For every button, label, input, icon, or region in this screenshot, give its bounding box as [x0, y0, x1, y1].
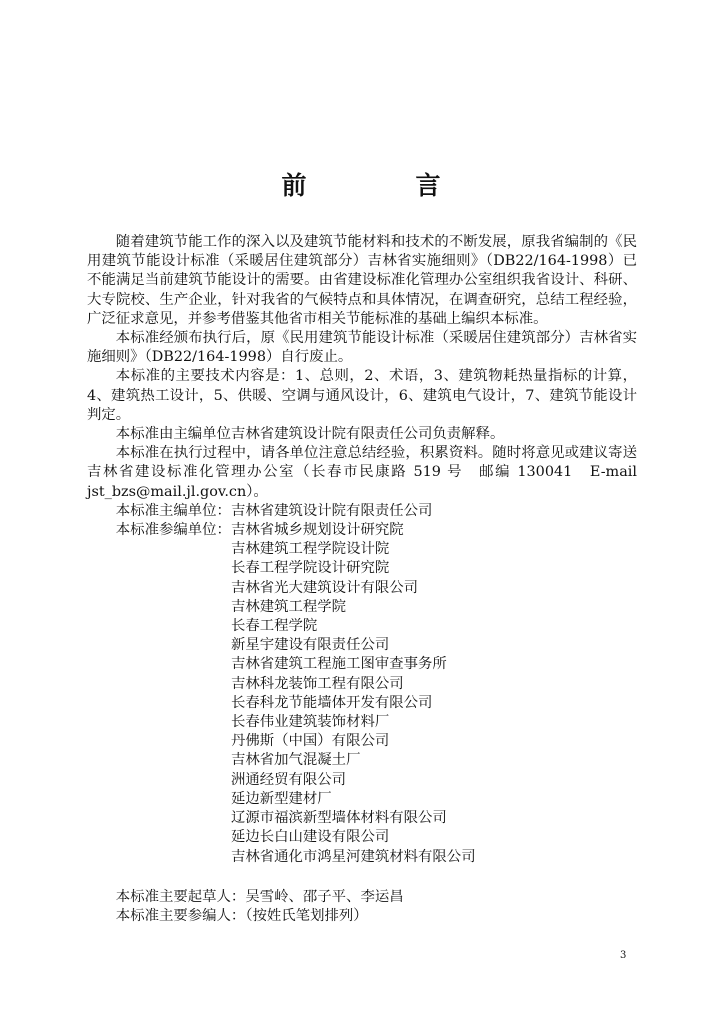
contributors-line: 本标准主要参编人：（按姓氏笔划排列）	[115, 907, 368, 924]
list-item: 延边新型建材厂	[230, 790, 332, 807]
section-gap	[87, 867, 637, 888]
list-item: 新星宇建设有限责任公司	[230, 637, 390, 654]
list-item: 辽源市福滨新型墙体材料有限公司	[230, 810, 447, 827]
list-item: 吉林建筑工程学院	[230, 598, 347, 615]
list-item: 吉林省加气混凝土厂	[230, 752, 361, 769]
list-item: 吉林省城乡规划设计研究院	[230, 522, 404, 539]
list-item: 吉林省建筑工程施工图审查事务所	[230, 656, 447, 673]
list-item: 吉林建筑工程学院设计院	[230, 541, 390, 558]
chief-editor-name: 吉林省建筑设计院有限责任公司	[230, 502, 433, 519]
drafters-line: 本标准主要起草人：吴雪岭、邵子平、李运昌	[115, 888, 404, 905]
list-item: 延边长白山建设有限公司	[230, 829, 390, 846]
participating-units-label: 本标准参编单位：	[115, 522, 231, 539]
participating-units-block	[87, 521, 637, 867]
list-item: 长春科龙节能墙体开发有限公司	[230, 694, 433, 711]
participating-units-list	[231, 521, 476, 867]
chief-editor-label: 本标准主编单位：	[115, 502, 231, 519]
list-item: 吉林省通化市鸿星河建筑材料有限公司	[230, 848, 476, 865]
paragraph: 本标准在执行过程中，请各单位注意总结经验，积累资料。随时将意见或建议寄送吉林省建设标准化管理办公室（长春市民康路 519 号 邮编 130041 E-mail jst_bzs@mail.jl.gov.cn）。	[87, 445, 637, 500]
list-item: 洲通经贸有限公司	[230, 771, 347, 788]
paragraph: 本标准经颁布执行后，原《民用建筑节能设计标准（采暖居住建筑部分）吉林省实施细则》（DB22/164-1998）自行废止。	[87, 330, 637, 366]
list-item: 长春工程学院	[230, 618, 318, 635]
page-title: 前 言	[281, 171, 483, 200]
paragraph: 本标准由主编单位吉林省建筑设计院有限责任公司负责解释。	[115, 426, 505, 443]
preface-body	[87, 233, 637, 926]
chief-editor-line	[87, 502, 637, 521]
page-number: 3	[620, 950, 627, 961]
list-item: 长春工程学院设计研究院	[230, 560, 390, 577]
list-item: 吉林省光大建筑设计有限公司	[230, 579, 419, 596]
list-item: 长春伟业建筑装饰材料厂	[230, 714, 390, 731]
paragraph: 本标准的主要技术内容是：1、总则，2、术语，3、建筑物耗热量指标的计算，4、建筑热工设计，5、供暖、空调与通风设计，6、建筑电气设计，7、建筑节能设计判定。	[87, 368, 637, 423]
paragraph: 随着建筑节能工作的深入以及建筑节能材料和技术的不断发展，原我省编制的《民用建筑节能设计标准（采暖居住建筑部分）吉林省实施细则》（DB22/164-1998）已不能满足当前建筑节能设计的需要。由省建设标准化管理办公室组织我省设计、科研、大专院校、生产企业，针对我省的气候特点和具体情况，在调查研究，总结工程经验，广泛征求意见，并参考借鉴其他省市相关节能标准的基础上编织本标准。	[87, 234, 637, 327]
list-item: 丹佛斯（中国）有限公司	[230, 733, 390, 750]
list-item: 吉林科龙装饰工程有限公司	[230, 675, 404, 692]
